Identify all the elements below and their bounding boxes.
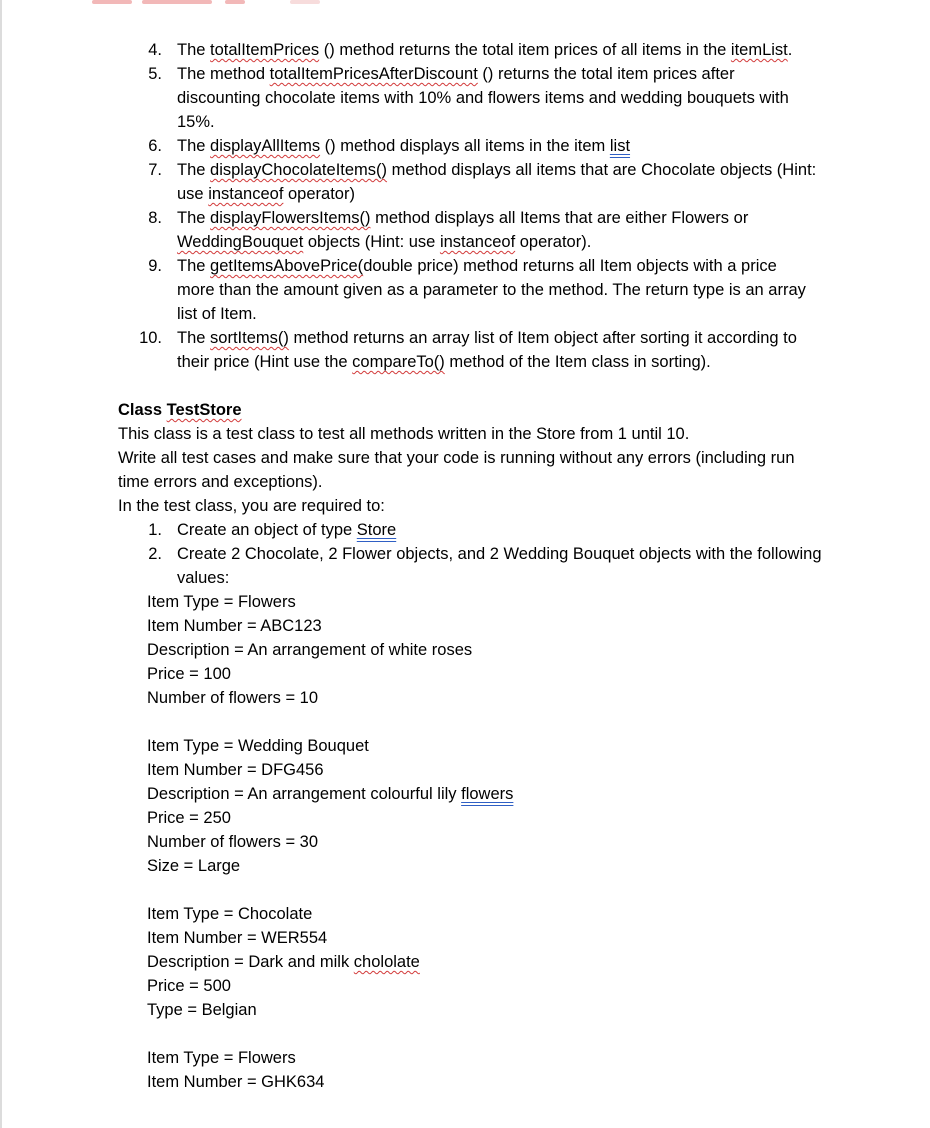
text-run: Item Type = Flowers (147, 1049, 296, 1067)
text-run: 15%. (177, 113, 215, 131)
value-line (147, 734, 369, 758)
text-run: Create 2 Chocolate, 2 Flower objects, and 2 Wedding Bouquet objects with the following (177, 545, 822, 563)
text-run: Item Number = GHK634 (147, 1073, 325, 1091)
text-run: discounting chocolate items with 10% and flowers items and wedding bouquets with (177, 89, 789, 107)
flagged-word[interactable]: getItemsAbovePrice( (210, 257, 364, 275)
cropped-top-text-fragment (80, 0, 340, 6)
text-run: more than the amount given as a parameter to the method. The return type is an array (177, 281, 806, 299)
flagged-word[interactable]: TestStore (166, 401, 242, 419)
text-run: The (177, 257, 211, 275)
list-number: 10. (139, 329, 162, 347)
list-number: 8. (148, 209, 162, 227)
value-line (147, 806, 231, 830)
list-item-line (177, 254, 777, 278)
value-line (147, 998, 257, 1022)
text-run: method returns an array list of Item object after sorting it according to (288, 329, 797, 347)
text-run: Item Type = Wedding Bouquet (147, 737, 369, 755)
list-item-line (177, 542, 822, 566)
list-number: 1. (148, 521, 162, 539)
text-run: () returns the total item prices after (477, 65, 735, 83)
text-run: Price = 500 (147, 977, 231, 995)
flagged-word[interactable]: instanceof (439, 233, 516, 251)
paragraph-line: time errors and exceptions). (118, 473, 323, 491)
value-line (147, 950, 420, 974)
value-line (147, 1070, 324, 1094)
text-run: The (177, 329, 211, 347)
list-item-line (177, 206, 748, 230)
value-line (147, 614, 322, 638)
text-run: method displays all items that are Chocolate objects (Hint: (387, 161, 817, 179)
list-item-line (177, 302, 257, 326)
text-run: Item Type = Chocolate (147, 905, 313, 923)
section-heading (118, 398, 242, 422)
text-run: () method returns the total item prices of all items in the (319, 41, 731, 59)
text-run: operator) (283, 185, 355, 203)
value-line (147, 758, 324, 782)
list-item-line (177, 350, 711, 374)
flagged-word[interactable]: displayChocolateItems() (210, 161, 388, 179)
list-item-line (177, 86, 789, 110)
text-run: Price = 250 (147, 809, 231, 827)
text-run: Price = 100 (147, 665, 231, 683)
value-line (147, 902, 312, 926)
text-run: Item Number = DFG456 (147, 761, 324, 779)
flagged-word[interactable]: list (609, 137, 631, 155)
list-number: 9. (148, 257, 162, 275)
text-run: Item Type = Flowers (147, 593, 296, 611)
list-number: 4. (148, 41, 162, 59)
value-line (147, 830, 318, 854)
list-item-line (177, 326, 797, 350)
list-item-line (177, 278, 806, 302)
flagged-word[interactable]: displayFlowersItems() (210, 209, 371, 227)
page-left-edge (0, 0, 2, 1128)
flagged-word[interactable]: chololate (353, 953, 420, 971)
text-run: Item Number = ABC123 (147, 617, 322, 635)
paragraph-line: In the test class, you are required to: (118, 497, 385, 515)
value-line (147, 590, 296, 614)
list-item-line (177, 134, 630, 158)
paragraph-line: This class is a test class to test all methods written in the Store from 1 until 10. (118, 425, 690, 443)
value-line (147, 638, 472, 662)
flagged-word[interactable]: totalItemPricesAfterDiscount (269, 65, 478, 83)
text-run: Number of flowers = 10 (147, 689, 319, 707)
flagged-word[interactable]: displayAllItems (210, 137, 321, 155)
text-run: double price) method returns all Item objects with a price (363, 257, 777, 275)
text-run: The (177, 161, 211, 179)
text-run: Class (118, 401, 167, 419)
text-run: . (787, 41, 793, 59)
flagged-word[interactable]: totalItemPrices (210, 41, 320, 59)
flagged-word[interactable]: sortItems() (210, 329, 289, 347)
text-run: objects (Hint: use (303, 233, 440, 251)
text-run: method displays all Items that are either Flowers or (370, 209, 749, 227)
text-run: Description = An arrangement colourful lily (147, 785, 462, 803)
flagged-word[interactable]: itemList (730, 41, 788, 59)
value-line (147, 782, 513, 806)
text-run: values: (177, 569, 230, 587)
flagged-word[interactable]: flowers (461, 785, 514, 803)
list-item-line (177, 230, 591, 254)
text-run: Description = Dark and milk (147, 953, 354, 971)
list-item-line (177, 566, 229, 590)
value-line (147, 854, 240, 878)
text-run: () method displays all items in the item (320, 137, 610, 155)
text-run: Item Number = WER554 (147, 929, 328, 947)
list-number: 5. (148, 65, 162, 83)
text-run: The (177, 209, 211, 227)
text-run: Size = Large (147, 857, 241, 875)
text-run: Create an object of type (177, 521, 357, 539)
text-run: Description = An arrangement of white roses (147, 641, 473, 659)
list-item-line (177, 62, 735, 86)
text-run: method of the Item class in sorting). (444, 353, 711, 371)
list-number: 7. (148, 161, 162, 179)
value-line (147, 662, 231, 686)
text-run: list of Item. (177, 305, 257, 323)
value-line (147, 1046, 296, 1070)
text-run: The (177, 41, 211, 59)
flagged-word[interactable]: instanceof (208, 185, 284, 203)
text-run: Type = Belgian (147, 1001, 257, 1019)
list-number: 6. (148, 137, 162, 155)
value-line (147, 926, 327, 950)
list-item-line (177, 38, 792, 62)
text-run: The method (177, 65, 270, 83)
list-item-line (177, 518, 396, 542)
list-item-line (177, 110, 215, 134)
flagged-word[interactable]: Store (356, 521, 397, 539)
text-run: their price (Hint use the (177, 353, 353, 371)
list-number: 2. (148, 545, 162, 563)
flagged-word[interactable]: compareTo() (352, 353, 445, 371)
text-run: use (177, 185, 209, 203)
flagged-word[interactable]: WeddingBouquet (177, 233, 304, 251)
list-item-line (177, 182, 355, 206)
text-run: The (177, 137, 211, 155)
value-line (147, 974, 231, 998)
value-line (147, 686, 318, 710)
text-run: operator). (515, 233, 592, 251)
list-item-line (177, 158, 816, 182)
paragraph-line: Write all test cases and make sure that your code is running without any errors (including run (118, 449, 795, 467)
text-run: Number of flowers = 30 (147, 833, 319, 851)
